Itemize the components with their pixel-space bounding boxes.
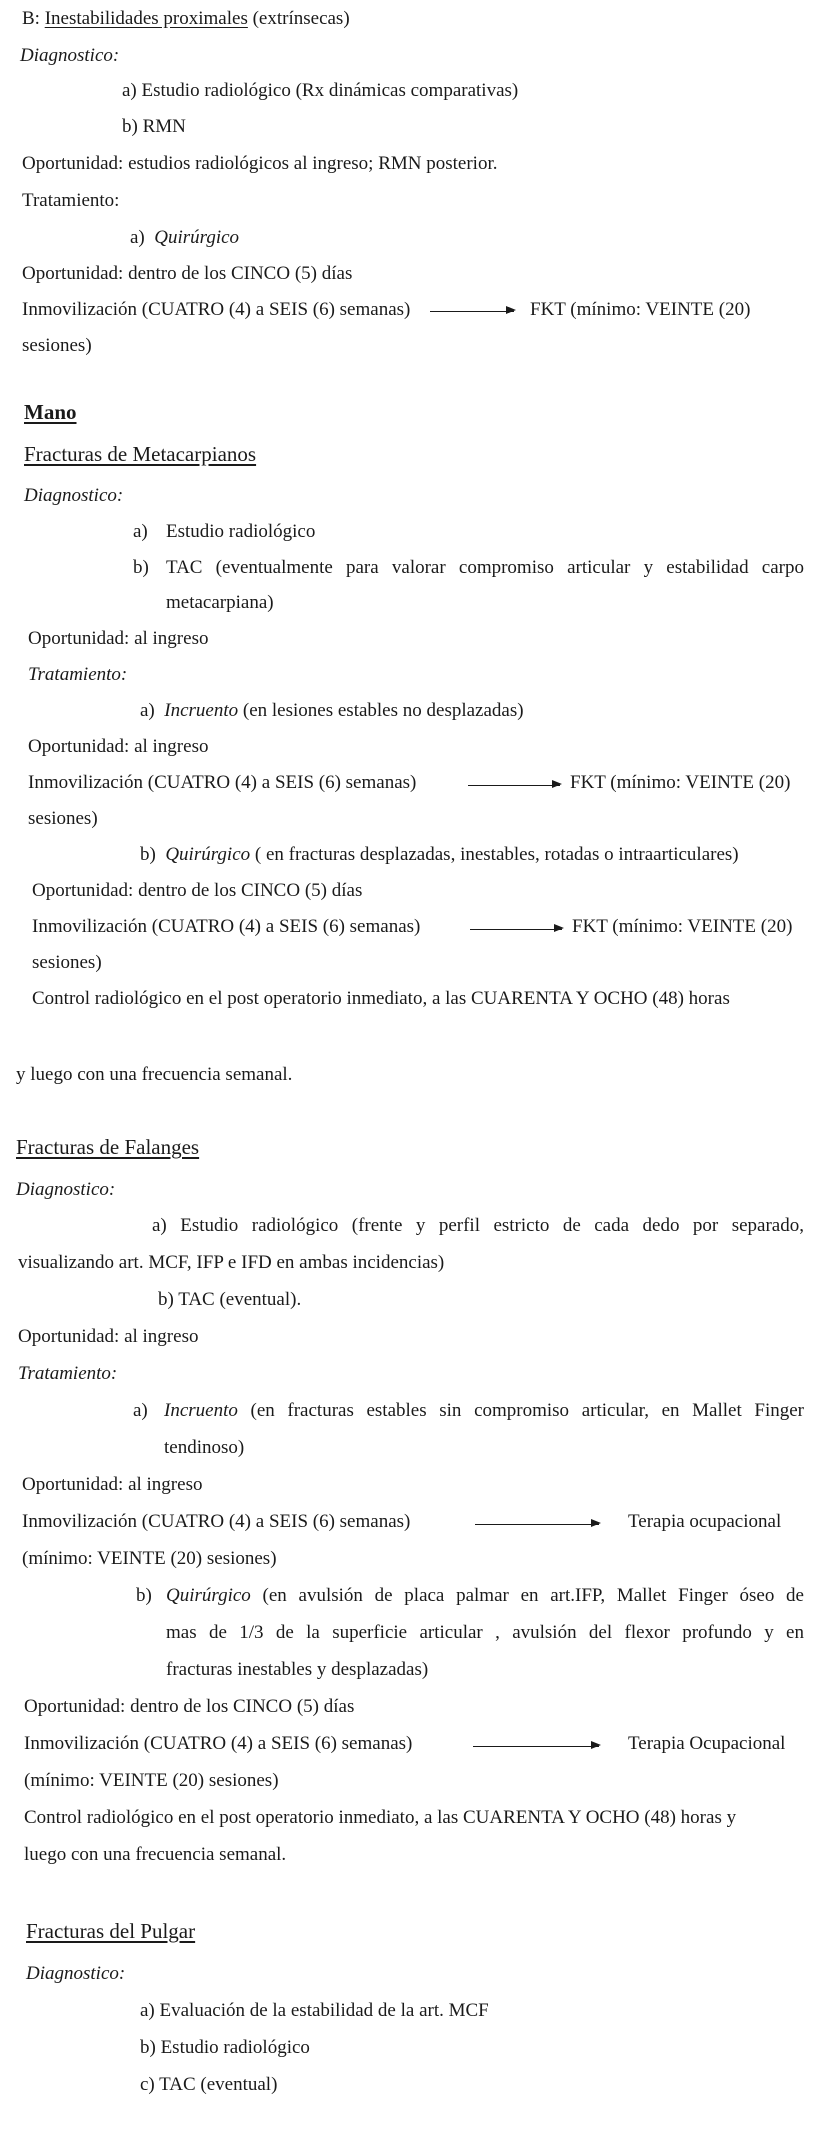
falanges-trat-a-line1 [164, 1399, 804, 1422]
falanges-trat-b-name: Quirúrgico [166, 1585, 251, 1606]
falanges-trat-b-desc-line3: fracturas inestables y desplazadas) [166, 1659, 429, 1680]
falanges-diag-b: b) TAC (eventual). [158, 1289, 302, 1310]
pulgar-diag-a: a) Evaluación de la estabilidad de la art. MCF [140, 2000, 489, 2021]
metacarpianos-trat-a [140, 699, 524, 722]
metacarpianos-diag-a-prefix: a) [133, 521, 148, 542]
falanges-minimo: (mínimo: VEINTE (20) sesiones) [22, 1548, 277, 1569]
falanges-trat-b-desc-line1: (en avulsión de placa palmar en art.IFP, Mallet Finger óseo de [250, 1585, 804, 1606]
metacarpianos-control-line1: Control radiológico en el post operatorio inmediato, a las CUARENTA Y OCHO (48) horas [32, 988, 730, 1009]
metacarpianos-trat-b [140, 843, 739, 866]
metacarpianos-trat-b-desc: ( en fracturas desplazadas, inestables, rotadas o intraarticulares) [250, 844, 739, 865]
metacarpianos-diag-a: Estudio radiológico [166, 521, 316, 542]
metacarpianos-sesiones: sesiones) [28, 808, 98, 829]
section-b-trat-a-prefix: a) [130, 227, 145, 248]
section-b-tratamiento-a [130, 226, 239, 249]
pulgar-diag-b: b) Estudio radiológico [140, 2037, 310, 2058]
section-b-sesiones: sesiones) [22, 335, 92, 356]
falanges-control-line2: luego con una frecuencia semanal. [24, 1844, 287, 1865]
falanges-diag-a-line1: a) Estudio radiológico (frente y perfil estricto de cada dedo por separado, [152, 1215, 804, 1236]
metacarpianos-control-line2: y luego con una frecuencia semanal. [16, 1064, 293, 1085]
falanges-trat-a-name: Incruento [164, 1400, 238, 1421]
metacarpianos-trat-b-prefix: b) [140, 844, 156, 865]
arrow-right-icon [468, 785, 560, 786]
falanges-terapia: Terapia ocupacional [628, 1511, 782, 1532]
metacarpianos-trat-a-prefix: a) [140, 700, 155, 721]
falanges-trat-b-desc-line2: mas de 1/3 de la superficie articular , avulsión del flexor profundo y en [166, 1622, 804, 1643]
falanges-tratamiento-label: Tratamiento: [18, 1363, 118, 1384]
falanges-trat-a-desc-line1: (en fracturas estables sin compromiso articular, en Mallet Finger [237, 1400, 804, 1421]
metacarpianos-diagnostico-label: Diagnostico: [24, 485, 124, 506]
metacarpianos-trat-a-name: Incruento [164, 700, 239, 721]
section-b-diagnostico-a: a) Estudio radiológico (Rx dinámicas comparativas) [122, 80, 519, 101]
falanges-title: Fracturas de Falanges [16, 1135, 200, 1159]
falanges-oportunidad-2: Oportunidad: al ingreso [22, 1474, 203, 1495]
falanges-inmovilizacion-2: Inmovilización (CUATRO (4) a SEIS (6) semanas) [24, 1733, 413, 1754]
metacarpianos-trat-b-name: Quirúrgico [165, 844, 251, 865]
mano-heading: Mano [24, 400, 77, 424]
section-b-fkt: FKT (mínimo: VEINTE (20) [530, 299, 751, 320]
section-b-title: Inestabilidades proximales [44, 8, 248, 29]
falanges-trat-b-line1 [166, 1584, 804, 1607]
section-b-suffix: (extrínsecas) [247, 8, 350, 29]
falanges-oportunidad: Oportunidad: al ingreso [18, 1326, 199, 1347]
metacarpianos-diag-b-line1: TAC (eventualmente para valorar compromiso articular y estabilidad carpo [166, 557, 804, 578]
section-b-inmovilizacion: Inmovilización (CUATRO (4) a SEIS (6) semanas) [22, 299, 411, 320]
metacarpianos-tratamiento-label: Tratamiento: [28, 664, 128, 685]
metacarpianos-trat-a-desc: (en lesiones estables no desplazadas) [238, 700, 524, 721]
section-b-diagnostico-b: b) RMN [122, 116, 186, 137]
metacarpianos-title: Fracturas de Metacarpianos [24, 442, 257, 466]
arrow-right-icon [430, 311, 514, 312]
falanges-trat-b-prefix: b) [136, 1585, 152, 1606]
falanges-diag-a-line2: visualizando art. MCF, IFP e IFD en ambas incidencias) [18, 1252, 445, 1273]
metacarpianos-diag-b-prefix: b) [133, 557, 149, 578]
section-b-heading [22, 7, 350, 30]
pulgar-title: Fracturas del Pulgar [26, 1919, 196, 1943]
metacarpianos-fkt: FKT (mínimo: VEINTE (20) [570, 772, 791, 793]
section-b-oportunidad-2: Oportunidad: dentro de los CINCO (5) días [22, 263, 353, 284]
section-b-diagnostico-label: Diagnostico: [20, 45, 120, 66]
falanges-terapia-2: Terapia Ocupacional [628, 1733, 786, 1754]
section-b-trat-a-name: Quirúrgico [154, 227, 240, 248]
section-b-prefix: B: [22, 8, 45, 29]
metacarpianos-oportunidad-3: Oportunidad: dentro de los CINCO (5) días [32, 880, 363, 901]
section-b-oportunidad: Oportunidad: estudios radiológicos al ingreso; RMN posterior. [22, 153, 498, 174]
metacarpianos-inmovilizacion-2: Inmovilización (CUATRO (4) a SEIS (6) semanas) [32, 916, 421, 937]
falanges-trat-a-desc-line2: tendinoso) [164, 1437, 245, 1458]
falanges-oportunidad-3: Oportunidad: dentro de los CINCO (5) días [24, 1696, 355, 1717]
falanges-control-line1: Control radiológico en el post operatorio inmediato, a las CUARENTA Y OCHO (48) horas y [24, 1807, 737, 1828]
section-b-tratamiento-label: Tratamiento: [22, 190, 120, 211]
metacarpianos-oportunidad-2: Oportunidad: al ingreso [28, 736, 209, 757]
pulgar-diag-c: c) TAC (eventual) [140, 2074, 278, 2095]
arrow-right-icon [470, 929, 562, 930]
metacarpianos-diag-b-line2: metacarpiana) [166, 592, 274, 613]
arrow-right-icon [473, 1746, 599, 1747]
falanges-inmovilizacion: Inmovilización (CUATRO (4) a SEIS (6) semanas) [22, 1511, 411, 1532]
metacarpianos-inmovilizacion: Inmovilización (CUATRO (4) a SEIS (6) semanas) [28, 772, 417, 793]
metacarpianos-oportunidad: Oportunidad: al ingreso [28, 628, 209, 649]
falanges-minimo-2: (mínimo: VEINTE (20) sesiones) [24, 1770, 279, 1791]
metacarpianos-sesiones-2: sesiones) [32, 952, 102, 973]
pulgar-diagnostico-label: Diagnostico: [26, 1963, 126, 1984]
falanges-diagnostico-label: Diagnostico: [16, 1179, 116, 1200]
arrow-right-icon [475, 1524, 599, 1525]
metacarpianos-fkt-2: FKT (mínimo: VEINTE (20) [572, 916, 793, 937]
falanges-trat-a-prefix: a) [133, 1400, 148, 1421]
